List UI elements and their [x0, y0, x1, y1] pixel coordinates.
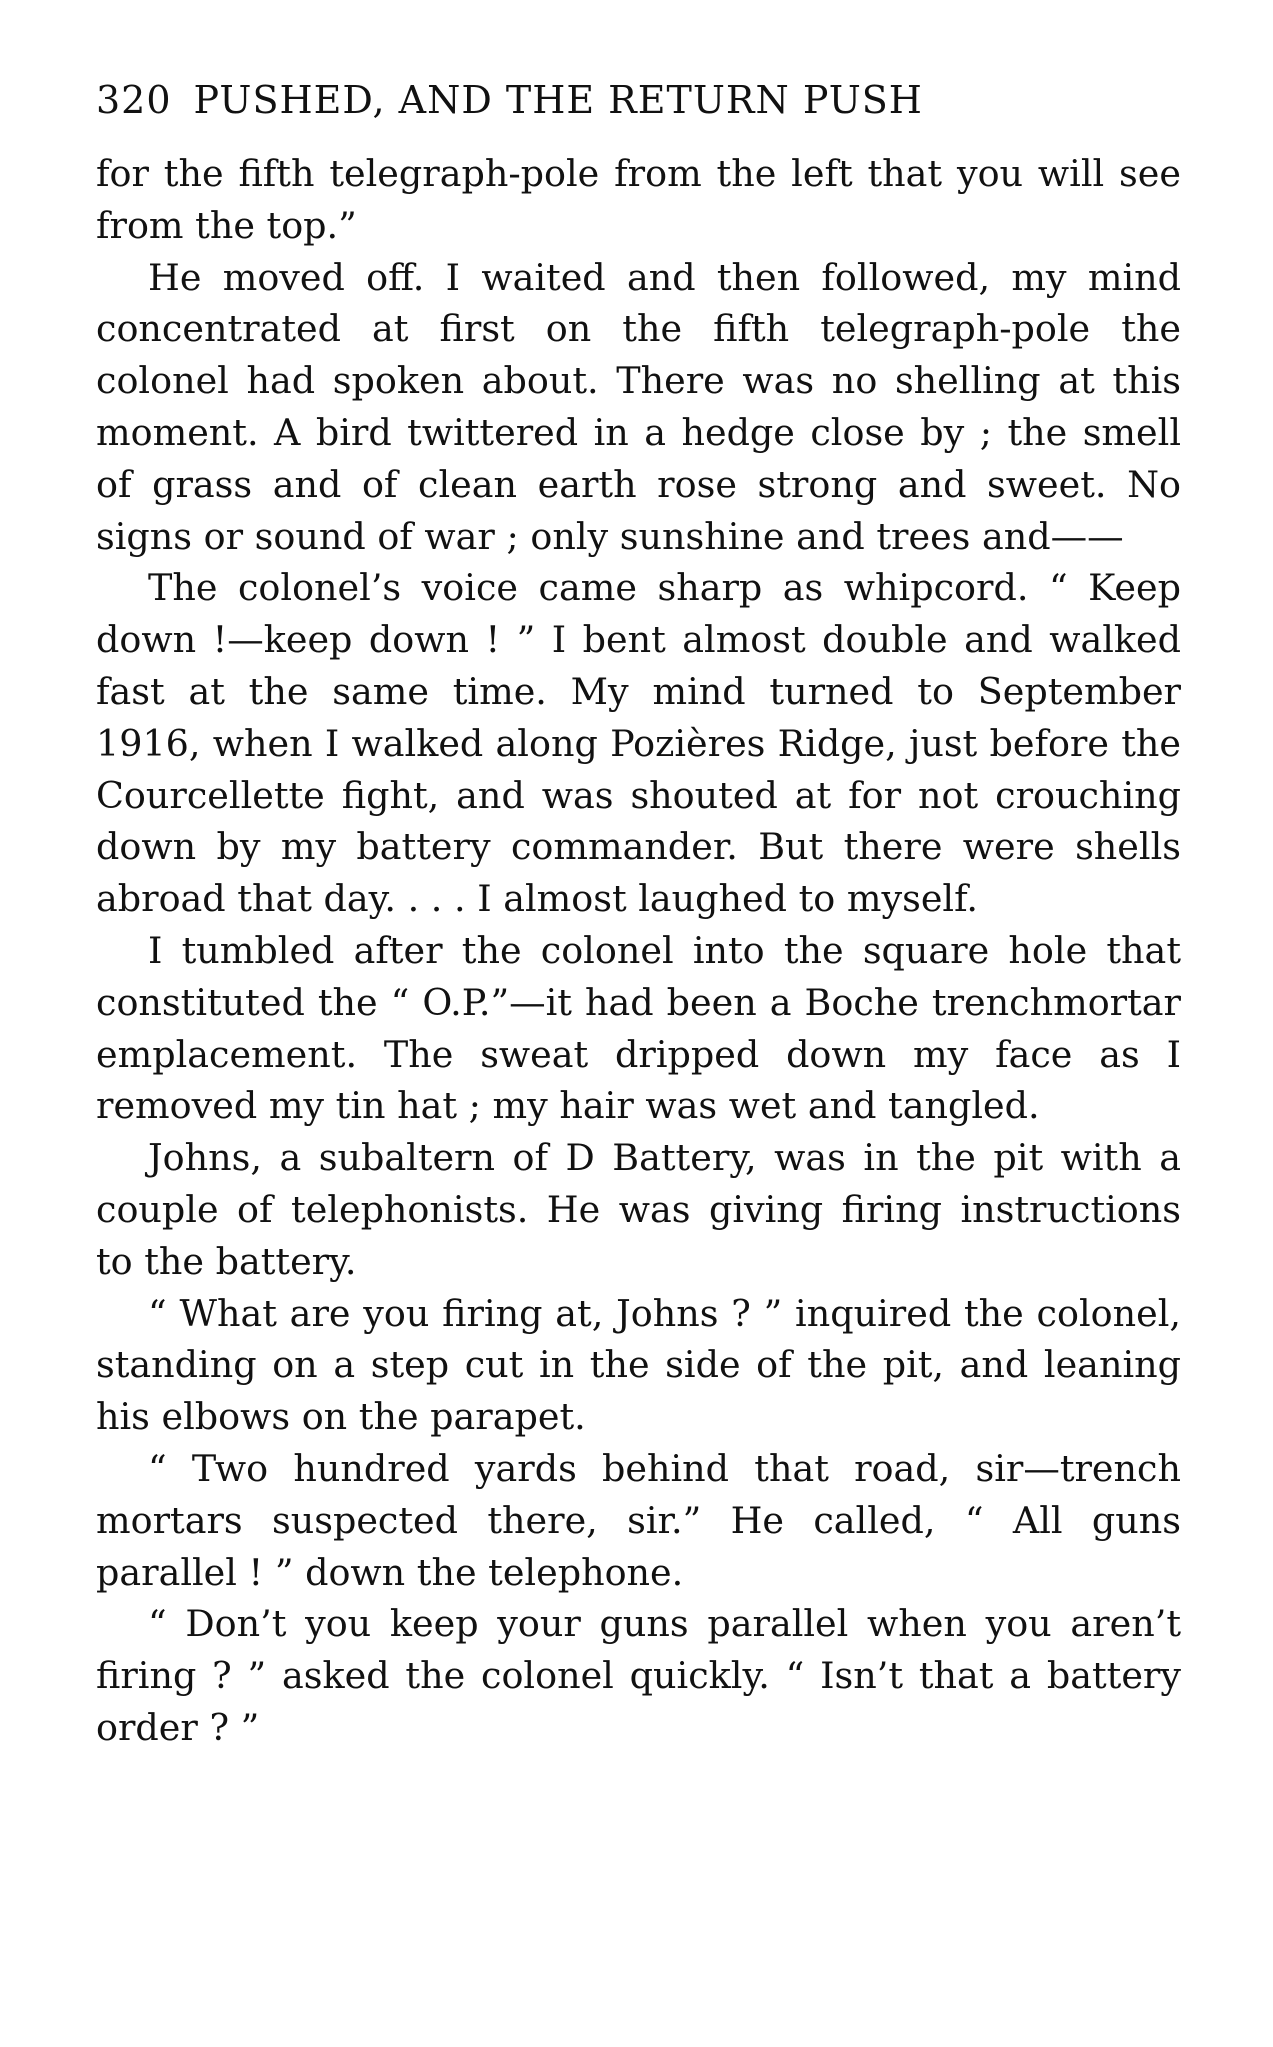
running-title: PUSHED, AND THE RETURN PUSH	[193, 78, 923, 122]
body-text	[96, 148, 1181, 1754]
paragraph: The colonel’s voice came sharp as whipcord. “ Keep down !—keep down ! ” I bent almost double and walked fast at the same time. My mind turned to September 1916, when I walked along Pozières Ridge, just before the Courcellette fight, and was shouted at for not crouching down by my battery commander. But there were shells abroad that day. . . . I almost laughed to myself.	[96, 566, 1181, 921]
paragraph: “ Two hundred yards behind that road, sir—trench mortars suspected there, sir.” He called, “ All guns parallel ! ” down the telephone.	[96, 1446, 1181, 1594]
paragraph-continued: for the fifth telegraph-pole from the left that you will see from the top.”	[96, 152, 1181, 247]
page-number: 320	[96, 78, 172, 122]
paragraph: “ Don’t you keep your guns parallel when you aren’t firing ? ” asked the colonel quickly. “ Isn’t that a battery order ? ”	[96, 1602, 1181, 1749]
paragraph: Johns, a subaltern of D Battery, was in the pit with a couple of telephonists. He was giving firing instructions to the battery.	[96, 1136, 1181, 1283]
running-head	[96, 70, 1181, 130]
paragraph: I tumbled after the colonel into the square hole that constituted the “ O.P.”—it had been a Boche trenchmortar emplacement. The sweat dripped down my face as I removed my tin hat ; my hair was wet and tangled.	[96, 928, 1181, 1128]
book-page	[96, 70, 1181, 1754]
paragraph: He moved off. I waited and then followed, my mind concentrated at first on the fifth telegraph-pole the colonel had spoken about. There was no shelling at this moment. A bird twittered in a hedge close by ; the smell of grass and of clean earth rose strong and sweet. No signs or sound of war ; only sunshine and trees and——	[96, 255, 1181, 558]
paragraph: “ What are you firing at, Johns ? ” inquired the colonel, standing on a step cut in the side of the pit, and leaning his elbows on the parapet.	[96, 1291, 1181, 1439]
